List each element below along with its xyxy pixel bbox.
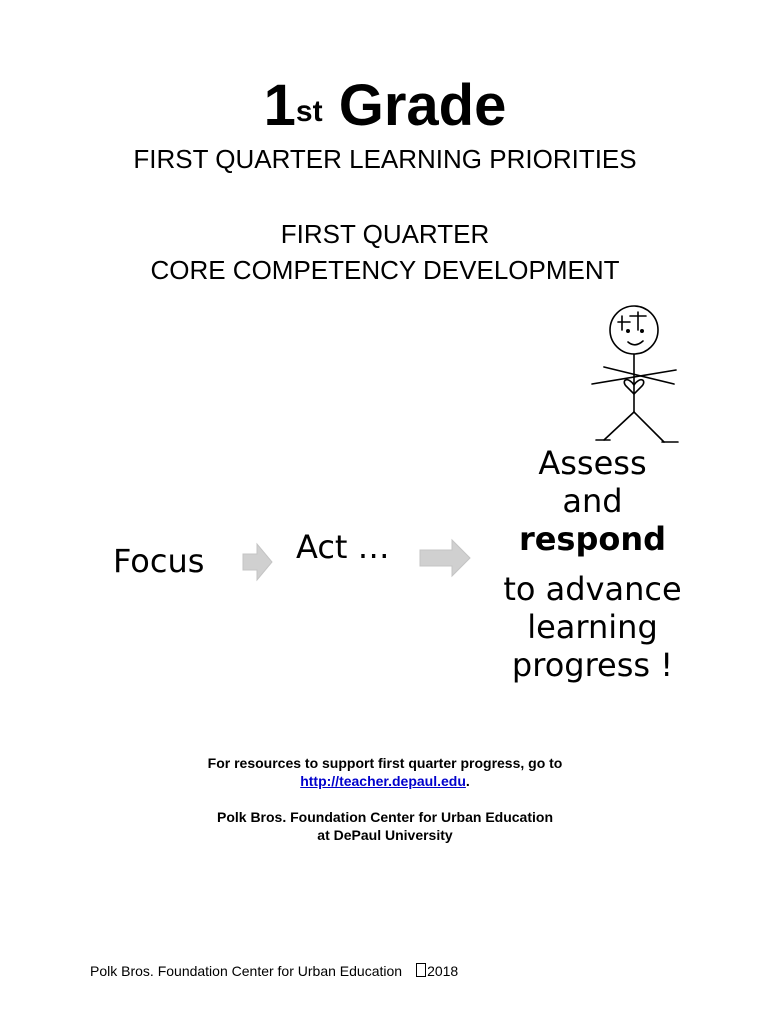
to-advance-label: to advance (503, 570, 682, 608)
focus-label: Focus (113, 542, 205, 580)
grade-number: 1 (263, 73, 296, 138)
resources-text: For resources to support first quarter progress, go to (207, 755, 563, 771)
footer-year: 2018 (427, 963, 459, 979)
act-label: Act … (296, 528, 390, 566)
page-subtitle: FIRST QUARTER LEARNING PRIORITIES (133, 144, 637, 174)
section-heading-line1: FIRST QUARTER (280, 219, 490, 249)
organization-name: Polk Bros. Foundation Center for Urban Education (216, 809, 553, 825)
copyright-glyph-icon (416, 963, 426, 977)
link-suffix: . (465, 773, 470, 789)
advance-learning-text (470, 570, 715, 684)
grade-word: Grade (338, 73, 507, 138)
section-heading-line2: CORE COMPETENCY DEVELOPMENT (150, 255, 620, 285)
progress-label: progress ! (511, 646, 674, 684)
resources-link-line (0, 772, 770, 790)
assess-label: Assess (538, 444, 647, 482)
respond-label: respond (518, 520, 667, 558)
resources-link[interactable]: http://teacher.depaul.edu (300, 773, 466, 789)
organization-university: at DePaul University (317, 827, 453, 843)
assess-respond-text (470, 444, 715, 558)
arrow-right-icon (243, 544, 273, 582)
arrow-right-icon (420, 540, 472, 578)
and-label: and (562, 482, 623, 520)
page-title (0, 72, 770, 140)
learning-label: learning (527, 608, 658, 646)
grade-superscript: st (295, 95, 323, 128)
footer (90, 962, 458, 980)
footer-text: Polk Bros. Foundation Center for Urban Education (90, 963, 403, 979)
